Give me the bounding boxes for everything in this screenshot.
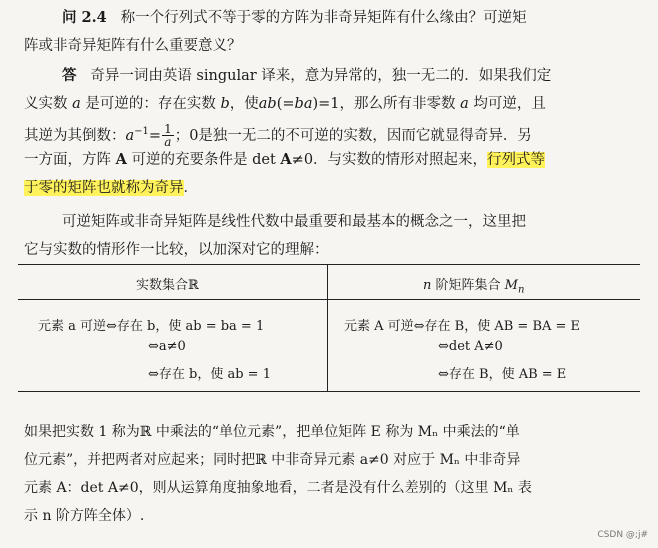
table-left-row1: 元素 a 可逆⇔存在 b，使 ab = ba = 1 bbox=[38, 319, 265, 334]
question-paragraph-cont bbox=[24, 32, 242, 60]
table-right-row1: 元素 A 可逆⇔存在 B，使 AB = BA = E bbox=[344, 319, 581, 334]
table-left-row2: ⇔a≠0 bbox=[148, 339, 186, 354]
table-right-row3: ⇔存在 B，使 AB = E bbox=[438, 367, 567, 382]
answer-text-line3: 其逆为其倒数：$a^{-1}=$ $\frac{1}{a}$ ；0是独一无二的不可逆的实数，因而它就显得奇异．另 bbox=[24, 122, 532, 150]
table-header-left: 实数集合ℝ bbox=[136, 278, 199, 293]
para2-line2: 它与实数的情形作一比较，以加深对它的理解： bbox=[24, 242, 329, 258]
answer-text-line2: 义实数 a 是可逆的：存在实数 b，使ab(=ba)=1，那么所有非零数 a 均可逆，且 bbox=[24, 96, 546, 112]
table-header-right: n 阶矩阵集合 $M_n$ bbox=[423, 278, 525, 296]
answer-paragraph-cont bbox=[24, 90, 546, 202]
para3-line1: 如果把实数 1 称为ℝ 中乘法的“单位元素”，把单位矩阵 E 称为 Mₙ 中乘法的“单 bbox=[24, 424, 520, 440]
fraction-one-over-a: $\frac{1}{a}$ bbox=[164, 122, 172, 150]
question-label: 问 2.4 bbox=[62, 9, 107, 26]
para3-line3: 元素 A：det A≠0，则从运算角度抽象地看，二者是没有什么差别的（这里 Mₙ 表 bbox=[24, 480, 532, 496]
watermark: CSDN @;j# bbox=[597, 530, 648, 540]
answer-text-line1: 奇异一词由英语 singular 译来，意为异常的，独一无二的．如果我们定 bbox=[90, 68, 552, 84]
comparison-intro bbox=[62, 208, 526, 236]
para3-line4: 示 n 阶方阵全体）. bbox=[24, 508, 145, 524]
question-text-line1: 称一个行列式不等于零的方阵为非奇异矩阵有什么缘由？可逆矩 bbox=[120, 10, 527, 26]
answer-text-line4: 一方面，方阵 A 可逆的充要条件是 det A≠0．与实数的情形对照起来，行列式等 bbox=[24, 151, 546, 168]
table-left-row3: ⇔存在 b，使 ab = 1 bbox=[148, 367, 271, 382]
table-header-row bbox=[18, 265, 640, 300]
table-column-divider bbox=[327, 265, 328, 391]
highlighted-text: 于零的矩阵也就称为奇异 bbox=[24, 180, 184, 196]
comparison-intro-cont bbox=[24, 236, 329, 264]
answer-label: 答 bbox=[62, 67, 77, 84]
question-text-line2: 阵或非奇异矩阵有什么重要意义？ bbox=[24, 38, 242, 54]
para3-line2: 位元素”，并把两者对应起来；同时把ℝ 中非奇异元素 a≠0 对应于 Mₙ 中非奇异 bbox=[24, 452, 521, 468]
para2-line1: 可逆矩阵或非奇异矩阵是线性代数中最重要和最基本的概念之一，这里把 bbox=[62, 214, 526, 230]
question-paragraph bbox=[62, 4, 527, 32]
highlighted-text: 行列式等 bbox=[487, 152, 546, 168]
closing-paragraph bbox=[24, 418, 532, 530]
table-right-row2: ⇔det A≠0 bbox=[438, 339, 503, 354]
answer-text-line5: 于零的矩阵也就称为奇异． bbox=[24, 180, 198, 196]
answer-paragraph bbox=[62, 62, 551, 90]
comparison-table bbox=[18, 264, 640, 392]
